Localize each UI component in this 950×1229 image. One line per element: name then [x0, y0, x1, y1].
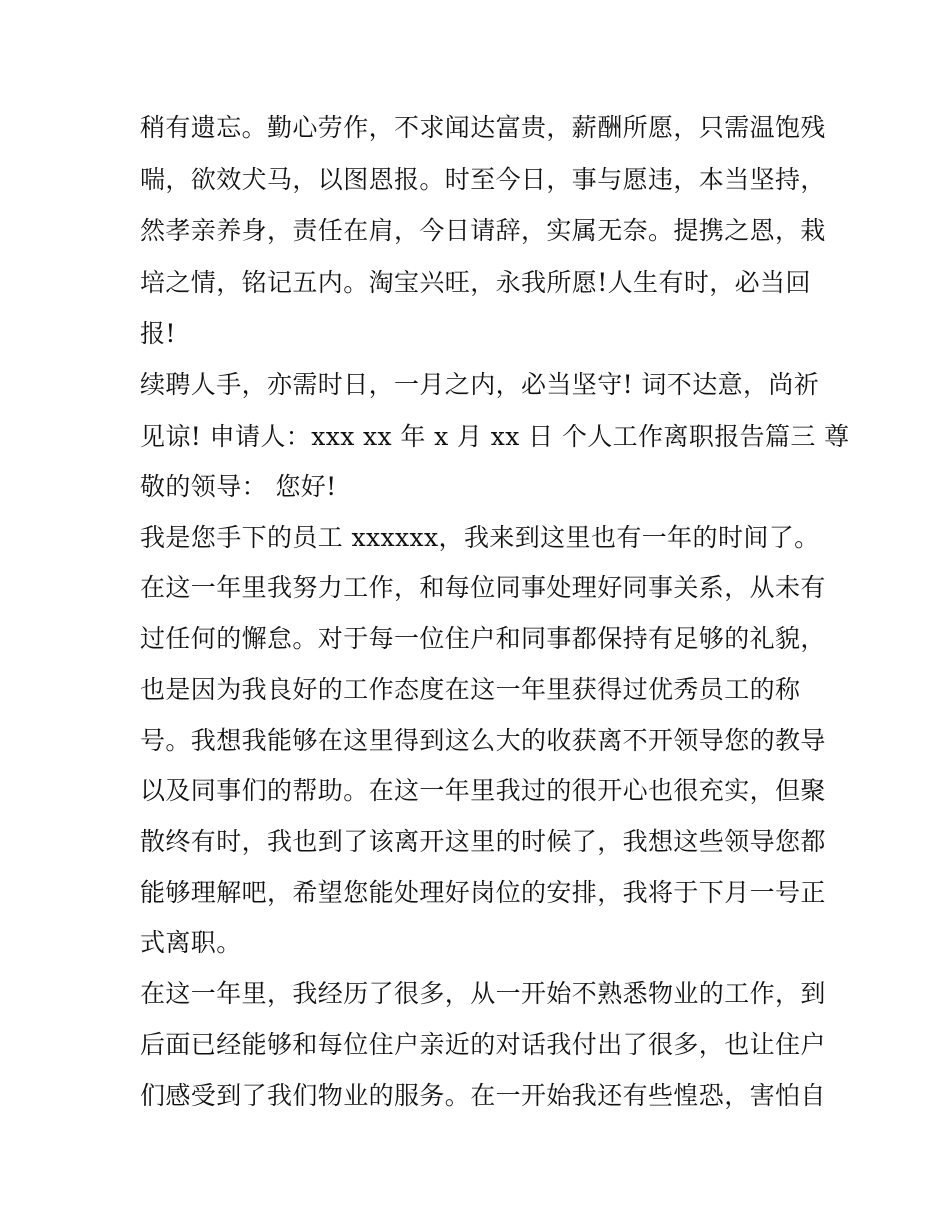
text-line: 敬的领导： 您好! [140, 472, 337, 501]
text-line: 我是您手下的员工 xxxxxx，我来到这里也有一年的时间了。 [140, 523, 820, 552]
text-line: 在这一年里，我经历了很多，从一开始不熟悉物业的工作，到 [140, 979, 826, 1008]
text-line: 喘，欲效犬马，以图恩报。时至今日，事与愿违，本当坚持， [140, 165, 826, 194]
text-line: 们感受到了我们物业的服务。在一开始我还有些惶恐，害怕自 [140, 1081, 826, 1110]
text-line: 培之情，铭记五内。淘宝兴旺，永我所愿!人生有时，必当回 [140, 268, 811, 297]
text-line: 报! [140, 319, 176, 348]
text-line: 续聘人手，亦需时日，一月之内，必当坚守! 词不达意，尚祈 [140, 370, 820, 399]
text-line: 后面已经能够和每位住户亲近的对话我付出了很多，也让住户 [140, 1030, 826, 1059]
text-line: 号。我想我能够在这里得到这么大的收获离不开领导您的教导 [140, 726, 826, 755]
text-line: 也是因为我良好的工作态度在这一年里获得过优秀员工的称 [140, 675, 801, 704]
text-line: 然孝亲养身，责任在肩，今日请辞，实属无奈。提携之恩，栽 [140, 216, 826, 245]
text-line: 在这一年里我努力工作，和每位同事处理好同事关系，从未有 [140, 573, 826, 602]
text-line: 过任何的懈怠。对于每一位住户和同事都保持有足够的礼貌， [140, 624, 826, 653]
text-line: 能够理解吧，希望您能处理好岗位的安排，我将于下月一号正 [140, 878, 826, 907]
text-line: 式离职。 [140, 928, 242, 957]
text-line: 见谅! 申请人：xxx xx 年 x 月 xx 日 个人工作离职报告篇三 尊 [140, 422, 850, 451]
text-line: 散终有时，我也到了该离开这里的时候了，我想这些领导您都 [140, 827, 826, 856]
text-line: 稍有遗忘。勤心劳作，不求闻达富贵，薪酬所愿，只需温饱残 [140, 113, 826, 142]
text-line: 以及同事们的帮助。在这一年里我过的很开心也很充实，但聚 [140, 776, 826, 805]
